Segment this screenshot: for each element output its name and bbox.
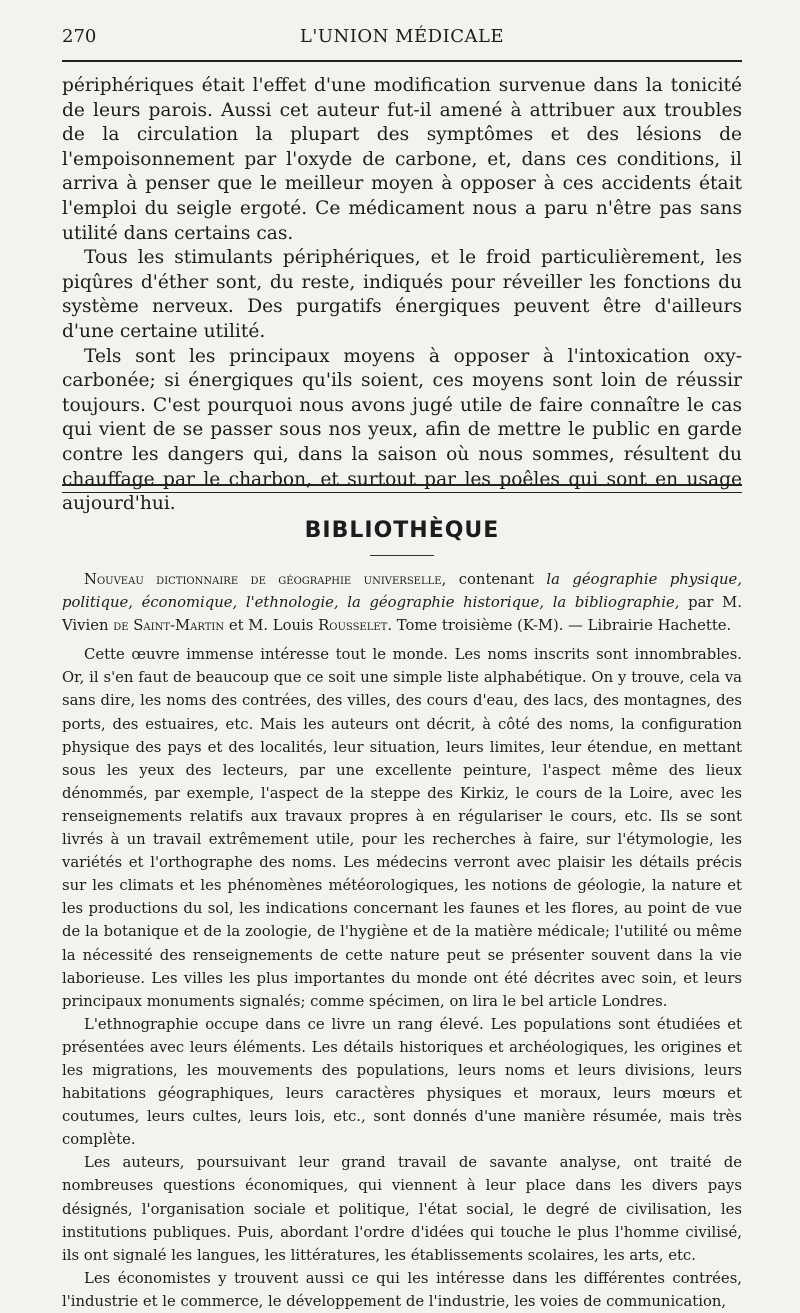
title-underline: [370, 555, 434, 556]
book-entry-text: par M. Vivien: [62, 594, 742, 635]
article-continuation: [62, 74, 742, 517]
review-paragraph-text: Cette œuvre immense intéresse tout le monde. Les noms inscrits sont innombrables. Or, il s'en faut de beaucoup que ce soit une simple liste alphabétique. On y trouve, cela va sans dire, les noms des contrées, des villes, des cours d'eau, des lacs, des montagnes, des ports, des estuaires, etc. Mais les auteurs ont décrit, à côté des noms, la configuration physique des pays et des localités, leur situation, leurs limites, leur étendue, en mettant sous les yeux des lecteurs, par une excellente peinture, l'aspect même des lieux dénommés, par exemple, l'aspect de la steppe des Kirkiz, le cours de la Loire, avec les renseignements relatifs aux travaux propres à en régulariser le cours, etc. Ils se sont livrés à un travail extrêmement utile, pour les recherches à faire, sur l'étymologie, les variétés et l'orthographe des noms. Les médecins verront avec plaisir les détails précis sur les climats et les phénomènes météorologiques, les notions de géologie, la nature et les productions du sol, les indications concernant les faunes et les flores, au point de vue de la botanique et de la zoologie, de l'hygiène et de la matière médicale; l'utilité ou même la nécessité des renseignements de cette nature peut se présenter souvent dans la vie laborieuse. Les villes les plus importantes du monde ont été décrites avec soin, et leurs principaux monuments signalés; comme spécimen, on lira le bel article: [62, 646, 742, 1010]
article-paragraph: Tous les stimulants périphériques, et le froid particulièrement, les piqûres d'éther sont, du reste, indiqués pour réveiller les fonctions du système nerveux. Des purgatifs énergiques peuvent être d'ailleurs d'une certaine utilité.: [62, 247, 742, 342]
running-title: L'UNION MÉDICALE: [299, 26, 505, 47]
page-number: 270: [62, 26, 97, 47]
book-subjects: la géographie physique, politique, économique, l'ethnologie, la géographie historique, la bibliographie,: [62, 571, 742, 612]
page: [62, 22, 742, 1310]
book-author: Rousselet.: [318, 617, 393, 635]
article-paragraph: Tels sont les principaux moyens à opposer à l'intoxication oxy-carbonée; si énergiques qu'ils soient, ces moyens sont loin de réussir toujours. C'est pourquoi nous avons jugé utile de faire connaître le cas qui vient de se passer sous nos yeux, afin de mettre le public en garde contre les dangers qui, dans la saison où nous sommes, résultent du chauffage par le charbon, et surtout par les poêles qui sont en usage aujourd'hui.: [62, 345, 742, 515]
review-paragraph: Les auteurs, poursuivant leur grand travail de savante analyse, ont traité de nombreuses questions économiques, qui viennent à leur place dans les divers pays désignés, l'organisation sociale et politique, l'état social, le degré de civilisation, les institutions publiques. Puis, abordant l'ordre d'idées qui touche le plus l'homme civilisé, ils ont signalé les langues, les littératures, les établissements scolaires, les arts, etc.: [62, 1154, 742, 1264]
book-entry: [62, 568, 742, 637]
section-title: BIBLIOTHÈQUE: [304, 518, 500, 543]
article-reference: Londres.: [601, 992, 668, 1010]
book-title: Nouveau dictionnaire de géographie universelle,: [84, 571, 447, 588]
review-paragraph: Les économistes y trouvent aussi ce qui les intéresse dans les différentes contrées, l'industrie et le commerce, le développement de l'industrie, les voies de communication,: [62, 1269, 742, 1310]
page-header: [62, 22, 742, 54]
article-paragraph: périphériques était l'effet d'une modification survenue dans la tonicité de leurs parois. Aussi cet auteur fut-il amené à attribuer aux troubles de la circulation la plupart des symptômes et des lésions de l'empoisonnement par l'oxyde de carbone, et, dans ces conditions, il arriva à penser que le meilleur moyen à opposer à ces accidents était l'emploi du seigle ergoté. Ce médicament nous a paru n'être pas sans utilité dans certains cas.: [62, 75, 742, 244]
bibliotheque-section: [62, 568, 742, 1313]
review-paragraph: L'ethnographie occupe dans ce livre un rang élevé. Les populations sont étudiées et présentées avec leurs éléments. Les détails historiques et archéologiques, les origines et les migrations, les mouvements des populations, leurs noms et leurs divisions, leurs habitations géographiques, leurs caractères physiques et moraux, leurs mœurs et coutumes, leurs cultes, leurs lois, etc., sont donnés d'une manière résumée, mais très complète.: [62, 1015, 742, 1149]
book-entry-text: contenant: [458, 571, 534, 588]
book-publisher: Tome troisième (K-M). — Librairie Hachette.: [396, 617, 732, 635]
book-author: de Saint-Martin: [113, 617, 225, 635]
review-paragraph: [62, 643, 742, 1013]
header-rule: [62, 60, 742, 62]
section-divider: [62, 484, 742, 493]
book-entry-text: et M. Louis: [228, 617, 314, 635]
